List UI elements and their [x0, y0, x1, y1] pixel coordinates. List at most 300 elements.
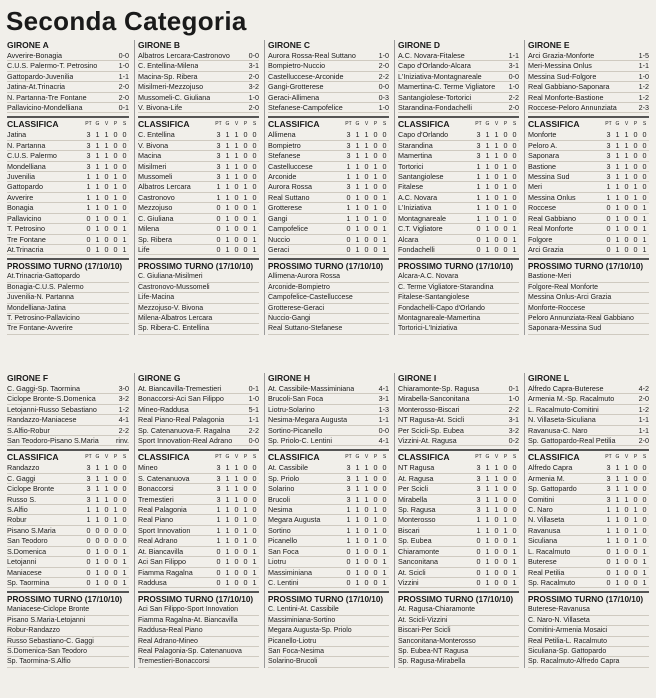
stat-value: 1	[355, 140, 360, 150]
stat-value: 0	[234, 577, 239, 587]
team-name: Real Suttano	[268, 192, 310, 202]
stat-value: 1	[95, 161, 100, 171]
stat-value: 1	[485, 161, 490, 171]
stat-value: 1	[216, 536, 221, 546]
match-score: 2-2	[118, 425, 129, 435]
stat-value: 1	[355, 473, 360, 483]
match-name: Vizzini-At. Ragusa	[398, 436, 457, 446]
standing-row	[528, 162, 649, 172]
result-row	[138, 93, 259, 103]
team-name: Sp. Gattopardo	[528, 484, 577, 494]
stat-value: 0	[346, 224, 351, 234]
stat-value: 0	[373, 130, 378, 140]
column-header: PT	[85, 454, 92, 461]
stat-value: 1	[225, 151, 230, 161]
next-match: Grotterese-Geraci	[268, 304, 389, 314]
stat-value: 1	[642, 546, 647, 556]
stat-value: 0	[113, 577, 118, 587]
stat-value: 0	[113, 484, 118, 494]
stat-value: 0	[382, 505, 387, 515]
stat-value: 1	[86, 203, 91, 213]
stat-value: 1	[252, 577, 257, 587]
standing-row	[398, 536, 519, 546]
stat-value: 0	[633, 172, 638, 182]
stat-value: 0	[642, 484, 647, 494]
stat-value: 0	[104, 192, 109, 202]
stat-value: 0	[364, 172, 369, 182]
team-name: C.U.S. Palermo	[7, 151, 57, 161]
match-score: 2-0	[638, 394, 649, 404]
stat-value: 0	[113, 130, 118, 140]
stat-value: 0	[624, 213, 629, 223]
stat-value: 1	[364, 140, 369, 150]
stat-value: 0	[216, 577, 221, 587]
stat-value: 0	[104, 244, 109, 254]
column-header: P	[113, 121, 118, 128]
standing-row	[398, 578, 519, 588]
match-score: 3-1	[248, 61, 259, 71]
stat-value: 3	[86, 161, 91, 171]
stat-value: 1	[485, 536, 490, 546]
stat-value: 3	[86, 151, 91, 161]
match-score: 1-0	[248, 394, 259, 404]
next-match: Picanello-Liotru	[268, 637, 389, 647]
stat-value: 3	[86, 484, 91, 494]
standing-row	[138, 162, 259, 172]
team-name: Comitini	[528, 494, 554, 504]
next-match: Real Suttano-Stefanese	[268, 324, 389, 334]
team-name: A.C. Novara	[398, 192, 438, 202]
result-row	[7, 426, 129, 436]
stat-value: 1	[642, 224, 647, 234]
stat-value: 1	[485, 484, 490, 494]
stat-value: 0	[503, 234, 508, 244]
standing-row	[528, 526, 649, 536]
standing-row	[7, 526, 129, 536]
stat-value: 1	[346, 525, 351, 535]
next-match: C. Terme Vigliatore-Starandina	[398, 283, 519, 293]
match-score: 0-1	[118, 103, 129, 113]
stat-value: 1	[633, 515, 638, 525]
stat-value: 1	[113, 192, 118, 202]
stat-value: 1	[346, 505, 351, 515]
next-match: Milena-Albatros Lercara	[138, 314, 259, 324]
column-header: V	[234, 454, 239, 461]
stat-value: 1	[503, 161, 508, 171]
stat-value: 0	[606, 224, 611, 234]
stat-value: 1	[95, 192, 100, 202]
standing-row	[138, 224, 259, 234]
stat-value: 0	[122, 536, 127, 546]
team-name: Picanello	[268, 536, 298, 546]
result-row	[398, 405, 519, 415]
team-name: Sp. Ragusa	[398, 505, 436, 515]
stat-value: 1	[485, 546, 490, 556]
stat-value: 1	[382, 546, 387, 556]
stat-value: 0	[642, 525, 647, 535]
stat-value: 3	[86, 473, 91, 483]
team-name: C. Gaggi	[7, 473, 36, 483]
stat-value: 0	[503, 473, 508, 483]
match-name: Chiaramonte-Sp. Ragusa	[398, 384, 480, 393]
next-match: Mezzojuso-V. Bivona	[138, 304, 259, 314]
stat-value: 0	[113, 473, 118, 483]
team-name: Chiaramonte	[398, 546, 440, 556]
stat-value: 0	[633, 546, 638, 556]
stat-value: 0	[373, 192, 378, 202]
stat-value: 1	[512, 557, 517, 567]
standing-row	[528, 547, 649, 557]
standing-row	[138, 526, 259, 536]
team-name: Sortino	[268, 525, 291, 535]
team-name: Macina	[138, 151, 162, 161]
result-row	[268, 51, 389, 61]
next-match: C. Lentini-At. Cassibile	[268, 605, 389, 615]
stat-value: 0	[503, 224, 508, 234]
next-match: Allimena-Aurora Rossa	[268, 272, 389, 282]
match-score: 2-3	[638, 103, 649, 113]
stat-value: 3	[86, 140, 91, 150]
stat-value: 0	[512, 494, 517, 504]
stat-value: 1	[503, 525, 508, 535]
match-name: Bonaccorsi-Aci San Filippo	[138, 394, 224, 404]
stat-value: 1	[243, 525, 248, 535]
stat-value: 0	[346, 577, 351, 587]
stat-value: 1	[95, 182, 100, 192]
standing-row	[268, 182, 389, 192]
stat-value: 0	[633, 484, 638, 494]
stat-value: 0	[373, 140, 378, 150]
standing-row	[268, 224, 389, 234]
next-match: C. Naro-N. Villaseta	[528, 616, 649, 626]
standing-row	[268, 578, 389, 588]
stat-value: 1	[225, 567, 230, 577]
team-name: Real Adrano	[138, 536, 178, 546]
stat-value: 1	[95, 505, 100, 515]
match-name: Capo d'Orlando-Alcara	[398, 61, 471, 71]
stat-value: 1	[252, 234, 257, 244]
match-score: 2-0	[378, 61, 389, 71]
standing-row	[268, 536, 389, 546]
stat-value: 0	[382, 484, 387, 494]
stat-value: 1	[355, 130, 360, 140]
stat-value: 3	[606, 130, 611, 140]
column-header: PT	[475, 121, 482, 128]
stat-value: 1	[624, 151, 629, 161]
stat-value: 1	[95, 463, 100, 473]
stat-value: 3	[606, 463, 611, 473]
match-score: 3-1	[508, 415, 519, 425]
team-name: San Teodoro	[7, 536, 48, 546]
stat-value: 1	[642, 244, 647, 254]
standing-row	[528, 130, 649, 140]
match-name: C. Entellina-Milena	[138, 61, 199, 71]
stat-value: 0	[606, 567, 611, 577]
stat-value: 0	[382, 161, 387, 171]
stat-value: 3	[346, 140, 351, 150]
stat-value: 1	[615, 484, 620, 494]
team-name: At. Cassibile	[268, 463, 308, 473]
stat-value: 0	[624, 525, 629, 535]
next-match: Sp. Ribera-C. Entellina	[138, 324, 259, 334]
stat-value: 1	[122, 546, 127, 556]
stat-value: 1	[252, 213, 257, 223]
match-score: 4-1	[378, 384, 389, 393]
stat-value: 0	[512, 130, 517, 140]
stat-value: 1	[225, 213, 230, 223]
stat-value: 1	[225, 463, 230, 473]
stat-value: 1	[95, 172, 100, 182]
stat-value: 1	[243, 505, 248, 515]
match-name: N. Partanna-Tre Fontane	[7, 92, 87, 102]
standing-row	[398, 214, 519, 224]
stat-value: 0	[234, 525, 239, 535]
stat-value: 1	[615, 203, 620, 213]
stat-value: 1	[122, 213, 127, 223]
stat-value: 1	[633, 192, 638, 202]
stat-value: 1	[234, 463, 239, 473]
result-row	[528, 384, 649, 394]
stat-value: 3	[606, 484, 611, 494]
column-header: S	[252, 121, 257, 128]
stat-value: 0	[364, 557, 369, 567]
standing-row	[268, 203, 389, 213]
result-row	[398, 51, 519, 61]
stat-value: 1	[95, 234, 100, 244]
stat-value: 0	[364, 244, 369, 254]
stat-value: 1	[615, 473, 620, 483]
classifica-header	[268, 449, 389, 463]
next-match: Real Petilia-L. Racalmuto	[528, 637, 649, 647]
stat-value: 0	[633, 473, 638, 483]
stat-value: 0	[113, 546, 118, 556]
stat-value: 1	[113, 515, 118, 525]
stat-value: 1	[234, 494, 239, 504]
match-score: 2-0	[508, 103, 519, 113]
girone-title: GIRONE B	[138, 40, 181, 50]
stat-value: 0	[512, 151, 517, 161]
stat-value: 3	[346, 151, 351, 161]
standing-row	[138, 214, 259, 224]
stat-value: 0	[606, 234, 611, 244]
stat-value: 0	[642, 473, 647, 483]
stat-value: 1	[355, 525, 360, 535]
stat-value: 0	[216, 234, 221, 244]
team-name: Brucoli	[268, 494, 290, 504]
next-match: At. Ragusa-Chiaramonte	[398, 605, 519, 615]
standing-row	[398, 526, 519, 536]
team-name: Castronovo	[138, 192, 175, 202]
prossimo-turno-header: PROSSIMO TURNO (17/10/10)	[268, 591, 389, 605]
stat-value: 0	[243, 151, 248, 161]
stat-value: 0	[122, 192, 127, 202]
team-name: Real Gabbiano	[528, 213, 576, 223]
team-name: Meri	[528, 182, 542, 192]
stat-value: 0	[252, 494, 257, 504]
next-match: Juvenilia-N. Partanna	[7, 293, 129, 303]
stat-value: 1	[494, 494, 499, 504]
classifica-label: CLASSIFICA	[138, 119, 190, 130]
standing-row	[268, 172, 389, 182]
stat-value: 1	[606, 515, 611, 525]
stat-value: 0	[512, 505, 517, 515]
stat-value: 0	[373, 224, 378, 234]
stat-value: 1	[355, 546, 360, 556]
stat-value: 0	[606, 203, 611, 213]
standing-row	[268, 505, 389, 515]
stat-value: 0	[512, 203, 517, 213]
stat-value: 1	[252, 224, 257, 234]
column-header: V	[624, 121, 629, 128]
column-header: S	[512, 454, 517, 461]
stat-value: 0	[642, 494, 647, 504]
stat-value: 1	[95, 130, 100, 140]
stat-value: 0	[624, 244, 629, 254]
girone-column	[264, 40, 392, 335]
stat-value: 1	[346, 536, 351, 546]
stat-value: 1	[225, 546, 230, 556]
match-score: 4-1	[118, 415, 129, 425]
stat-value: 0	[252, 182, 257, 192]
stat-value: 1	[615, 151, 620, 161]
standing-row	[7, 193, 129, 203]
stat-value: 1	[615, 577, 620, 587]
team-name: Roccese	[528, 203, 556, 213]
result-row	[7, 415, 129, 425]
match-name: Liotru-Solarino	[268, 404, 315, 414]
classifica-label: CLASSIFICA	[138, 452, 190, 463]
stat-value: 0	[512, 515, 517, 525]
stat-value: 1	[503, 213, 508, 223]
stat-value: 0	[373, 234, 378, 244]
standing-row	[138, 578, 259, 588]
team-name: Sanconitana	[398, 557, 438, 567]
stat-value: 1	[234, 161, 239, 171]
team-name: Sport Innovation	[138, 525, 191, 535]
next-match: Russo Sebastiano-C. Gaggi	[7, 637, 129, 647]
stat-value: 1	[615, 463, 620, 473]
next-match: Sanconitana-Monterosso	[398, 637, 519, 647]
team-name: Ravanusa	[528, 525, 561, 535]
standing-row	[398, 224, 519, 234]
stat-value: 0	[624, 515, 629, 525]
standing-row	[7, 141, 129, 151]
stat-value: 1	[485, 203, 490, 213]
team-name: Pisano S.Maria	[7, 525, 56, 535]
stat-value: 0	[642, 515, 647, 525]
stat-value: 1	[615, 244, 620, 254]
stat-value: 1	[373, 203, 378, 213]
standing-row	[7, 536, 129, 546]
match-score: 0-2	[508, 436, 519, 446]
stat-value: 3	[476, 140, 481, 150]
column-header: G	[615, 454, 620, 461]
stat-value: 1	[624, 140, 629, 150]
stat-value: 0	[234, 244, 239, 254]
stat-value: 0	[512, 525, 517, 535]
stat-value: 0	[633, 234, 638, 244]
stat-value: 1	[225, 234, 230, 244]
classifica-label: CLASSIFICA	[7, 452, 59, 463]
match-name: Mineo-Raddusa	[138, 404, 189, 414]
column-header: PT	[215, 454, 222, 461]
stat-value: 1	[615, 234, 620, 244]
team-name: Bonaccorsi	[138, 484, 174, 494]
next-match: Life-Macina	[138, 293, 259, 303]
standing-row	[398, 182, 519, 192]
stat-value: 0	[113, 244, 118, 254]
stat-value: 3	[346, 463, 351, 473]
team-name: Bompietro	[268, 140, 301, 150]
girone-title: GIRONE G	[138, 373, 181, 383]
stat-value: 1	[216, 515, 221, 525]
match-name: Mussomeli-C. Giuliana	[138, 92, 211, 102]
next-match: Fiamma Ragalna-At. Biancavilla	[138, 616, 259, 626]
stat-value: 1	[86, 192, 91, 202]
standing-row	[398, 162, 519, 172]
stat-value: 1	[642, 203, 647, 213]
team-name: Saponara	[528, 151, 560, 161]
match-name: Randazzo-Maniacese	[7, 415, 77, 425]
stat-value: 0	[633, 203, 638, 213]
column-header: S	[642, 454, 647, 461]
stat-value: 3	[606, 151, 611, 161]
match-name: Armenia M.-Sp. Racalmuto	[528, 394, 615, 404]
result-row	[7, 405, 129, 415]
team-name: At. Ragusa	[398, 473, 434, 483]
stat-value: 0	[104, 505, 109, 515]
result-row	[528, 436, 649, 446]
team-name: Bastione	[528, 161, 556, 171]
result-row	[7, 93, 129, 103]
stat-value: 0	[633, 130, 638, 140]
stat-value: 1	[225, 224, 230, 234]
stat-value: 0	[216, 224, 221, 234]
next-match: Fondachelli-Capo d'Orlando	[398, 304, 519, 314]
stat-value: 0	[252, 515, 257, 525]
stat-value: 1	[346, 213, 351, 223]
stat-value: 0	[113, 536, 118, 546]
classifica-label: CLASSIFICA	[398, 452, 450, 463]
stat-value: 1	[355, 161, 360, 171]
stat-value: 1	[382, 224, 387, 234]
stat-value: 0	[633, 151, 638, 161]
stat-value: 0	[252, 536, 257, 546]
stat-value: 1	[485, 140, 490, 150]
stat-value: 0	[252, 525, 257, 535]
stat-value: 3	[476, 463, 481, 473]
team-name: Mineo	[138, 463, 158, 473]
result-row	[138, 61, 259, 71]
stat-value: 1	[225, 192, 230, 202]
stat-value: 1	[476, 161, 481, 171]
result-row	[398, 426, 519, 436]
stat-value: 0	[234, 224, 239, 234]
stat-value: 1	[485, 505, 490, 515]
stat-value: 1	[364, 130, 369, 140]
match-score: 4-2	[638, 384, 649, 393]
standing-row	[138, 235, 259, 245]
team-name: Raddusa	[138, 577, 167, 587]
team-name: Messina Sud	[528, 172, 570, 182]
standing-row	[138, 172, 259, 182]
stat-value: 0	[122, 182, 127, 192]
standing-row	[138, 536, 259, 546]
match-name: Per Scicli-Sp. Eubea	[398, 425, 464, 435]
stat-value: 0	[216, 203, 221, 213]
stat-value: 1	[494, 505, 499, 515]
standing-row	[398, 547, 519, 557]
